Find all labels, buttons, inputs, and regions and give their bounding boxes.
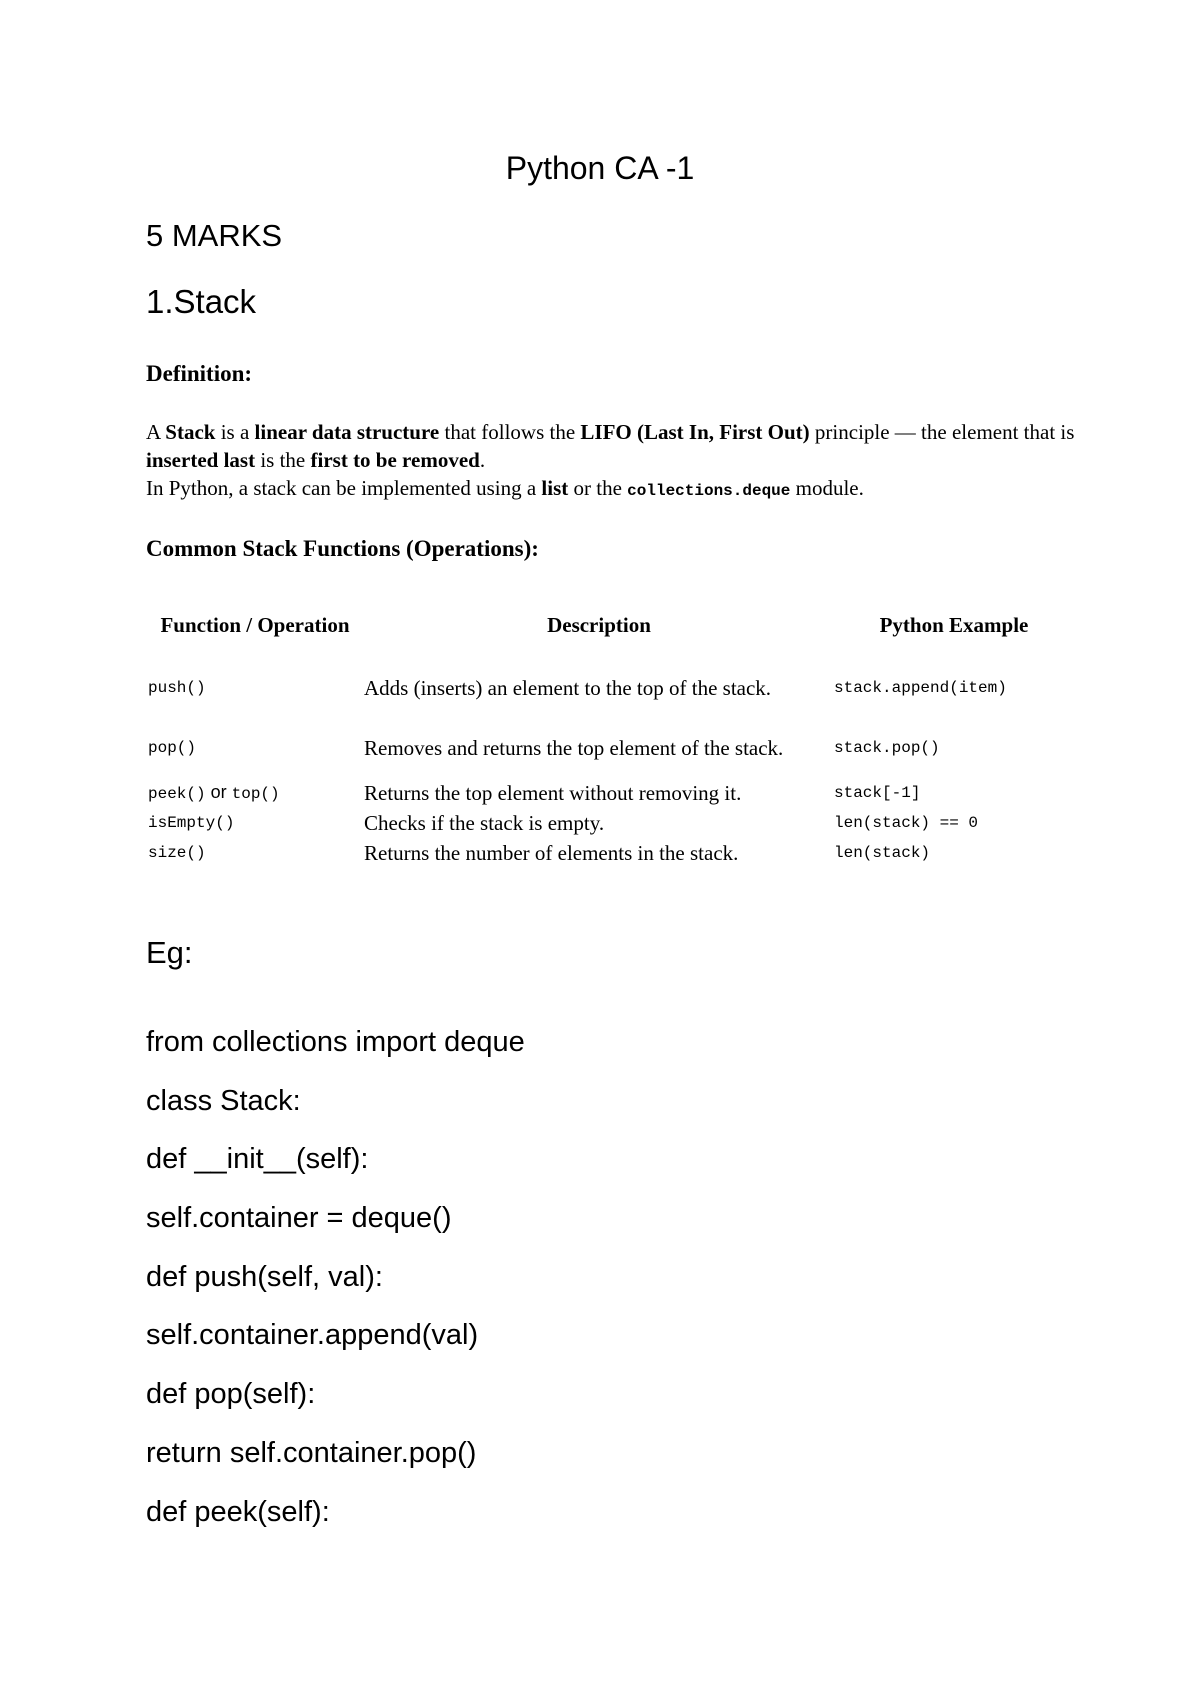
def-text: module.	[790, 476, 864, 500]
def-text: principle — the element that is	[809, 420, 1075, 444]
def-text: or the	[568, 476, 628, 500]
example-cell: stack.append(item)	[834, 678, 1007, 697]
def-text: .	[479, 448, 486, 472]
code-line: from collections import deque	[146, 1026, 525, 1058]
description-cell: Checks if the stack is empty.	[364, 810, 605, 835]
def-text: A	[146, 420, 166, 444]
definition-paragraph	[146, 418, 1076, 505]
def-text: that follows the	[439, 420, 581, 444]
function-name: top()	[231, 784, 280, 803]
code-line: return self.container.pop()	[146, 1436, 477, 1469]
table-row	[146, 808, 1074, 838]
code-line: self.container.append(val)	[146, 1319, 479, 1352]
def-text: is a	[215, 420, 255, 444]
code-line: def peek(self):	[146, 1495, 330, 1528]
example-cell: stack[-1]	[834, 783, 921, 802]
def-bold: linear data structure	[254, 420, 440, 444]
code-example	[146, 1022, 525, 1550]
description-cell: Returns the number of elements in the stack.	[364, 840, 739, 865]
example-cell: len(stack)	[834, 843, 931, 862]
operations-heading: Common Stack Functions (Operations):	[146, 536, 539, 561]
code-line: def pop(self):	[146, 1378, 316, 1411]
table-row	[146, 778, 1074, 808]
def-text: is the	[255, 448, 311, 472]
table-row	[146, 838, 1074, 868]
example-cell: len(stack) == 0	[834, 813, 979, 832]
function-cell: pop()	[148, 738, 197, 757]
def-bold: inserted last	[146, 448, 256, 472]
function-cell: isEmpty()	[148, 813, 235, 832]
example-label: Eg:	[146, 935, 193, 970]
function-cell: push()	[148, 678, 206, 697]
document-title: Python CA -1	[505, 150, 695, 186]
def-bold: first to be removed	[310, 448, 480, 472]
example-cell: stack.pop()	[834, 738, 940, 757]
operations-table	[146, 592, 1074, 868]
marks-heading: 5 MARKS	[146, 218, 283, 253]
function-cell: size()	[148, 843, 206, 862]
code-line: def push(self, val):	[146, 1260, 383, 1293]
code-line: class Stack:	[146, 1084, 301, 1117]
definition-label: Definition:	[146, 361, 253, 386]
table-header-description: Description	[547, 613, 651, 637]
table-header-row	[146, 592, 1074, 658]
function-name: peek()	[148, 784, 206, 803]
def-text: In Python, a stack can be implemented using a	[146, 476, 542, 500]
table-header-example: Python Example	[879, 613, 1029, 637]
description-cell: Adds (inserts) an element to the top of the stack.	[364, 675, 772, 700]
description-cell: Removes and returns the top element of the stack.	[364, 735, 784, 760]
def-bold: Stack	[165, 420, 216, 444]
code-line: def __init__(self):	[146, 1143, 369, 1176]
function-or-text: or	[205, 781, 232, 802]
table-header-function: Function / Operation	[160, 613, 350, 637]
def-code: collections.deque	[627, 482, 791, 500]
code-line: self.container = deque()	[146, 1202, 452, 1235]
section-heading: 1.Stack	[146, 283, 257, 320]
def-bold: LIFO (Last In, First Out)	[580, 420, 810, 444]
def-bold: list	[541, 476, 569, 500]
description-cell: Returns the top element without removing it.	[364, 780, 742, 805]
table-row	[146, 658, 1074, 718]
function-cell	[146, 778, 364, 808]
table-row	[146, 718, 1074, 778]
